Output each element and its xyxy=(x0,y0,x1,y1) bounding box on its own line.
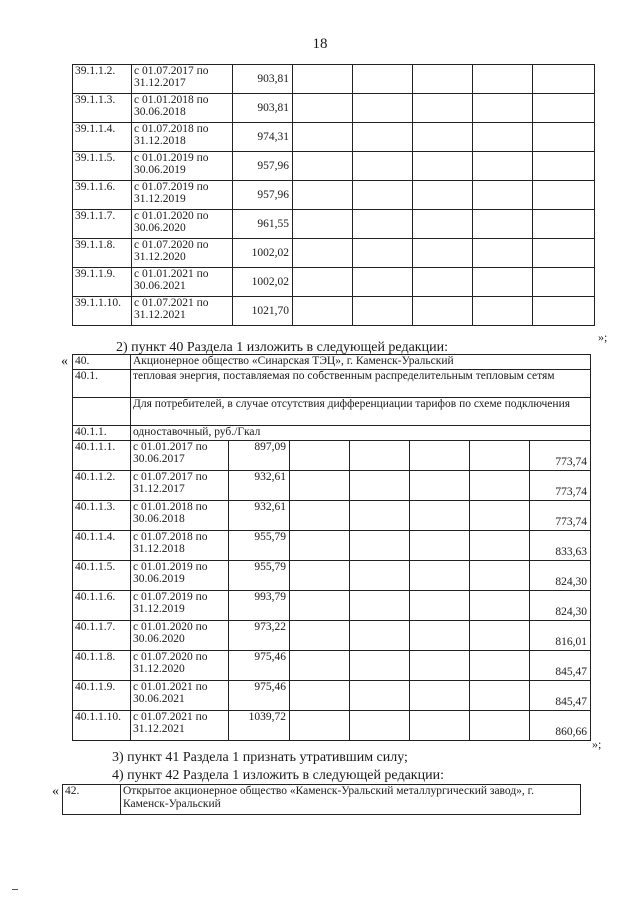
row-period: с 01.07.2017 по 31.12.2017 xyxy=(131,471,229,501)
row-value: 1039,72 xyxy=(229,711,290,741)
row-period: с 01.01.2021 по 30.06.2021 xyxy=(132,268,233,297)
row-code: 39.1.1.8. xyxy=(73,239,132,268)
row-last-value: 833,63 xyxy=(530,531,591,561)
row-last-value: 845,47 xyxy=(530,651,591,681)
table-row xyxy=(73,441,591,471)
row-value: 993,79 xyxy=(229,591,290,621)
row-code: 40.1.1.3. xyxy=(73,501,131,531)
row-code: 40.1.1.2. xyxy=(73,471,131,501)
row-value: 975,46 xyxy=(229,681,290,711)
row-code: 40.1.1.10. xyxy=(73,711,131,741)
table-row xyxy=(73,65,595,94)
consumers-note: Для потребителей, в случае отсутствия дифференциации тарифов по схеме подключения xyxy=(131,398,591,426)
row-last-value: 845,47 xyxy=(530,681,591,711)
row-last-value: 824,30 xyxy=(530,561,591,591)
org-name-42: Открытое акционерное общество «Каменск-Уральский металлургический завод», г. Каменск-Уральский xyxy=(121,785,581,815)
row-period: с 01.01.2018 по 30.06.2018 xyxy=(131,501,229,531)
row-period: с 01.07.2021 по 31.12.2021 xyxy=(131,711,229,741)
table-row xyxy=(73,152,595,181)
row-period: с 01.07.2019 по 31.12.2019 xyxy=(131,591,229,621)
row-code: 39.1.1.4. xyxy=(73,123,132,152)
table-row xyxy=(73,94,595,123)
row-value: 903,81 xyxy=(233,65,293,94)
item-4-text: 4) пункт 42 Раздела 1 изложить в следующей редакции: xyxy=(112,768,444,783)
row-value: 1002,02 xyxy=(233,239,293,268)
table-row xyxy=(73,297,595,326)
row-code: 39.1.1.3. xyxy=(73,94,132,123)
row-value: 903,81 xyxy=(233,94,293,123)
row-code: 39.1.1.5. xyxy=(73,152,132,181)
table-row xyxy=(73,123,595,152)
table-row xyxy=(73,681,591,711)
code-40: 40. xyxy=(73,355,131,370)
table-row xyxy=(73,239,595,268)
row-value: 957,96 xyxy=(233,181,293,210)
row-value: 932,61 xyxy=(229,471,290,501)
row-period: с 01.07.2019 по 31.12.2019 xyxy=(132,181,233,210)
row-code: 40.1.1.9. xyxy=(73,681,131,711)
row-period: с 01.01.2019 по 30.06.2019 xyxy=(131,561,229,591)
row-period: с 01.07.2017 по 31.12.2017 xyxy=(132,65,233,94)
item-3-text: 3) пункт 41 Раздела 1 признать утратившим силу; xyxy=(112,750,408,765)
row-last-value: 773,74 xyxy=(530,501,591,531)
close-quote-2: »; xyxy=(592,737,602,751)
code-42: 42. xyxy=(63,785,121,815)
table-row xyxy=(73,621,591,651)
row-code: 40.1.1.1. xyxy=(73,441,131,471)
code-40-1: 40.1. xyxy=(73,370,131,398)
row-value: 932,61 xyxy=(229,501,290,531)
row-value: 955,79 xyxy=(229,561,290,591)
rate-type: одноставочный, руб./Гкал xyxy=(131,426,591,441)
row-code: 40.1.1.7. xyxy=(73,621,131,651)
row-period: с 01.01.2019 по 30.06.2019 xyxy=(132,152,233,181)
table-row xyxy=(73,501,591,531)
row-period: с 01.01.2020 по 30.06.2020 xyxy=(131,621,229,651)
org-name-40: Акционерное общество «Синарская ТЭЦ», г. Каменск-Уральский xyxy=(131,355,591,370)
table-40 xyxy=(72,354,591,741)
row-code: 40.1.1.8. xyxy=(73,651,131,681)
row-period: с 01.01.2018 по 30.06.2018 xyxy=(132,94,233,123)
table-row xyxy=(73,561,591,591)
row-period: с 01.07.2018 по 31.12.2018 xyxy=(131,531,229,561)
row-value: 961,55 xyxy=(233,210,293,239)
row-last-value: 773,74 xyxy=(530,441,591,471)
row-period: с 01.07.2020 по 31.12.2020 xyxy=(132,239,233,268)
row-value: 1021,70 xyxy=(233,297,293,326)
row-last-value: 816,01 xyxy=(530,621,591,651)
row-value: 974,31 xyxy=(233,123,293,152)
row-code: 40.1.1.5. xyxy=(73,561,131,591)
row-period: с 01.01.2020 по 30.06.2020 xyxy=(132,210,233,239)
row-value: 1002,02 xyxy=(233,268,293,297)
row-value: 955,79 xyxy=(229,531,290,561)
table-row xyxy=(73,711,591,741)
row-value: 973,22 xyxy=(229,621,290,651)
row-last-value: 824,30 xyxy=(530,591,591,621)
row-code: 39.1.1.7. xyxy=(73,210,132,239)
energy-type: тепловая энергия, поставляемая по собственным распределительным тепловым сетям xyxy=(131,370,591,398)
table-row xyxy=(73,591,591,621)
row-code: 40.1.1.6. xyxy=(73,591,131,621)
row-period: с 01.07.2021 по 31.12.2021 xyxy=(132,297,233,326)
row-code: 39.1.1.2. xyxy=(73,65,132,94)
close-quote-1: »; xyxy=(598,330,608,344)
row-period: с 01.01.2017 по 30.06.2017 xyxy=(131,441,229,471)
row-code: 39.1.1.6. xyxy=(73,181,132,210)
row-last-value: 773,74 xyxy=(530,471,591,501)
code-40-1-1: 40.1.1. xyxy=(73,426,131,441)
row-last-value: 860,66 xyxy=(530,711,591,741)
row-period: с 01.07.2020 по 31.12.2020 xyxy=(131,651,229,681)
row-value: 957,96 xyxy=(233,152,293,181)
item-2-text: 2) пункт 40 Раздела 1 изложить в следующей редакции: xyxy=(116,340,448,355)
margin-mark xyxy=(12,889,18,890)
row-value: 975,46 xyxy=(229,651,290,681)
table-row xyxy=(73,471,591,501)
table-39 xyxy=(72,64,595,326)
table-row xyxy=(73,531,591,561)
row-code: 39.1.1.9. xyxy=(73,268,132,297)
table-row xyxy=(73,181,595,210)
table-42 xyxy=(62,784,581,815)
open-quote-2: « xyxy=(52,784,59,799)
row-code: 40.1.1.4. xyxy=(73,531,131,561)
row-period: с 01.01.2021 по 30.06.2021 xyxy=(131,681,229,711)
row-code: 39.1.1.10. xyxy=(73,297,132,326)
row-period: с 01.07.2018 по 31.12.2018 xyxy=(132,123,233,152)
table-row xyxy=(73,268,595,297)
row-value: 897,09 xyxy=(229,441,290,471)
table-row xyxy=(73,651,591,681)
page-number: 18 xyxy=(312,36,328,52)
table-row xyxy=(73,210,595,239)
open-quote-1: « xyxy=(61,354,68,369)
